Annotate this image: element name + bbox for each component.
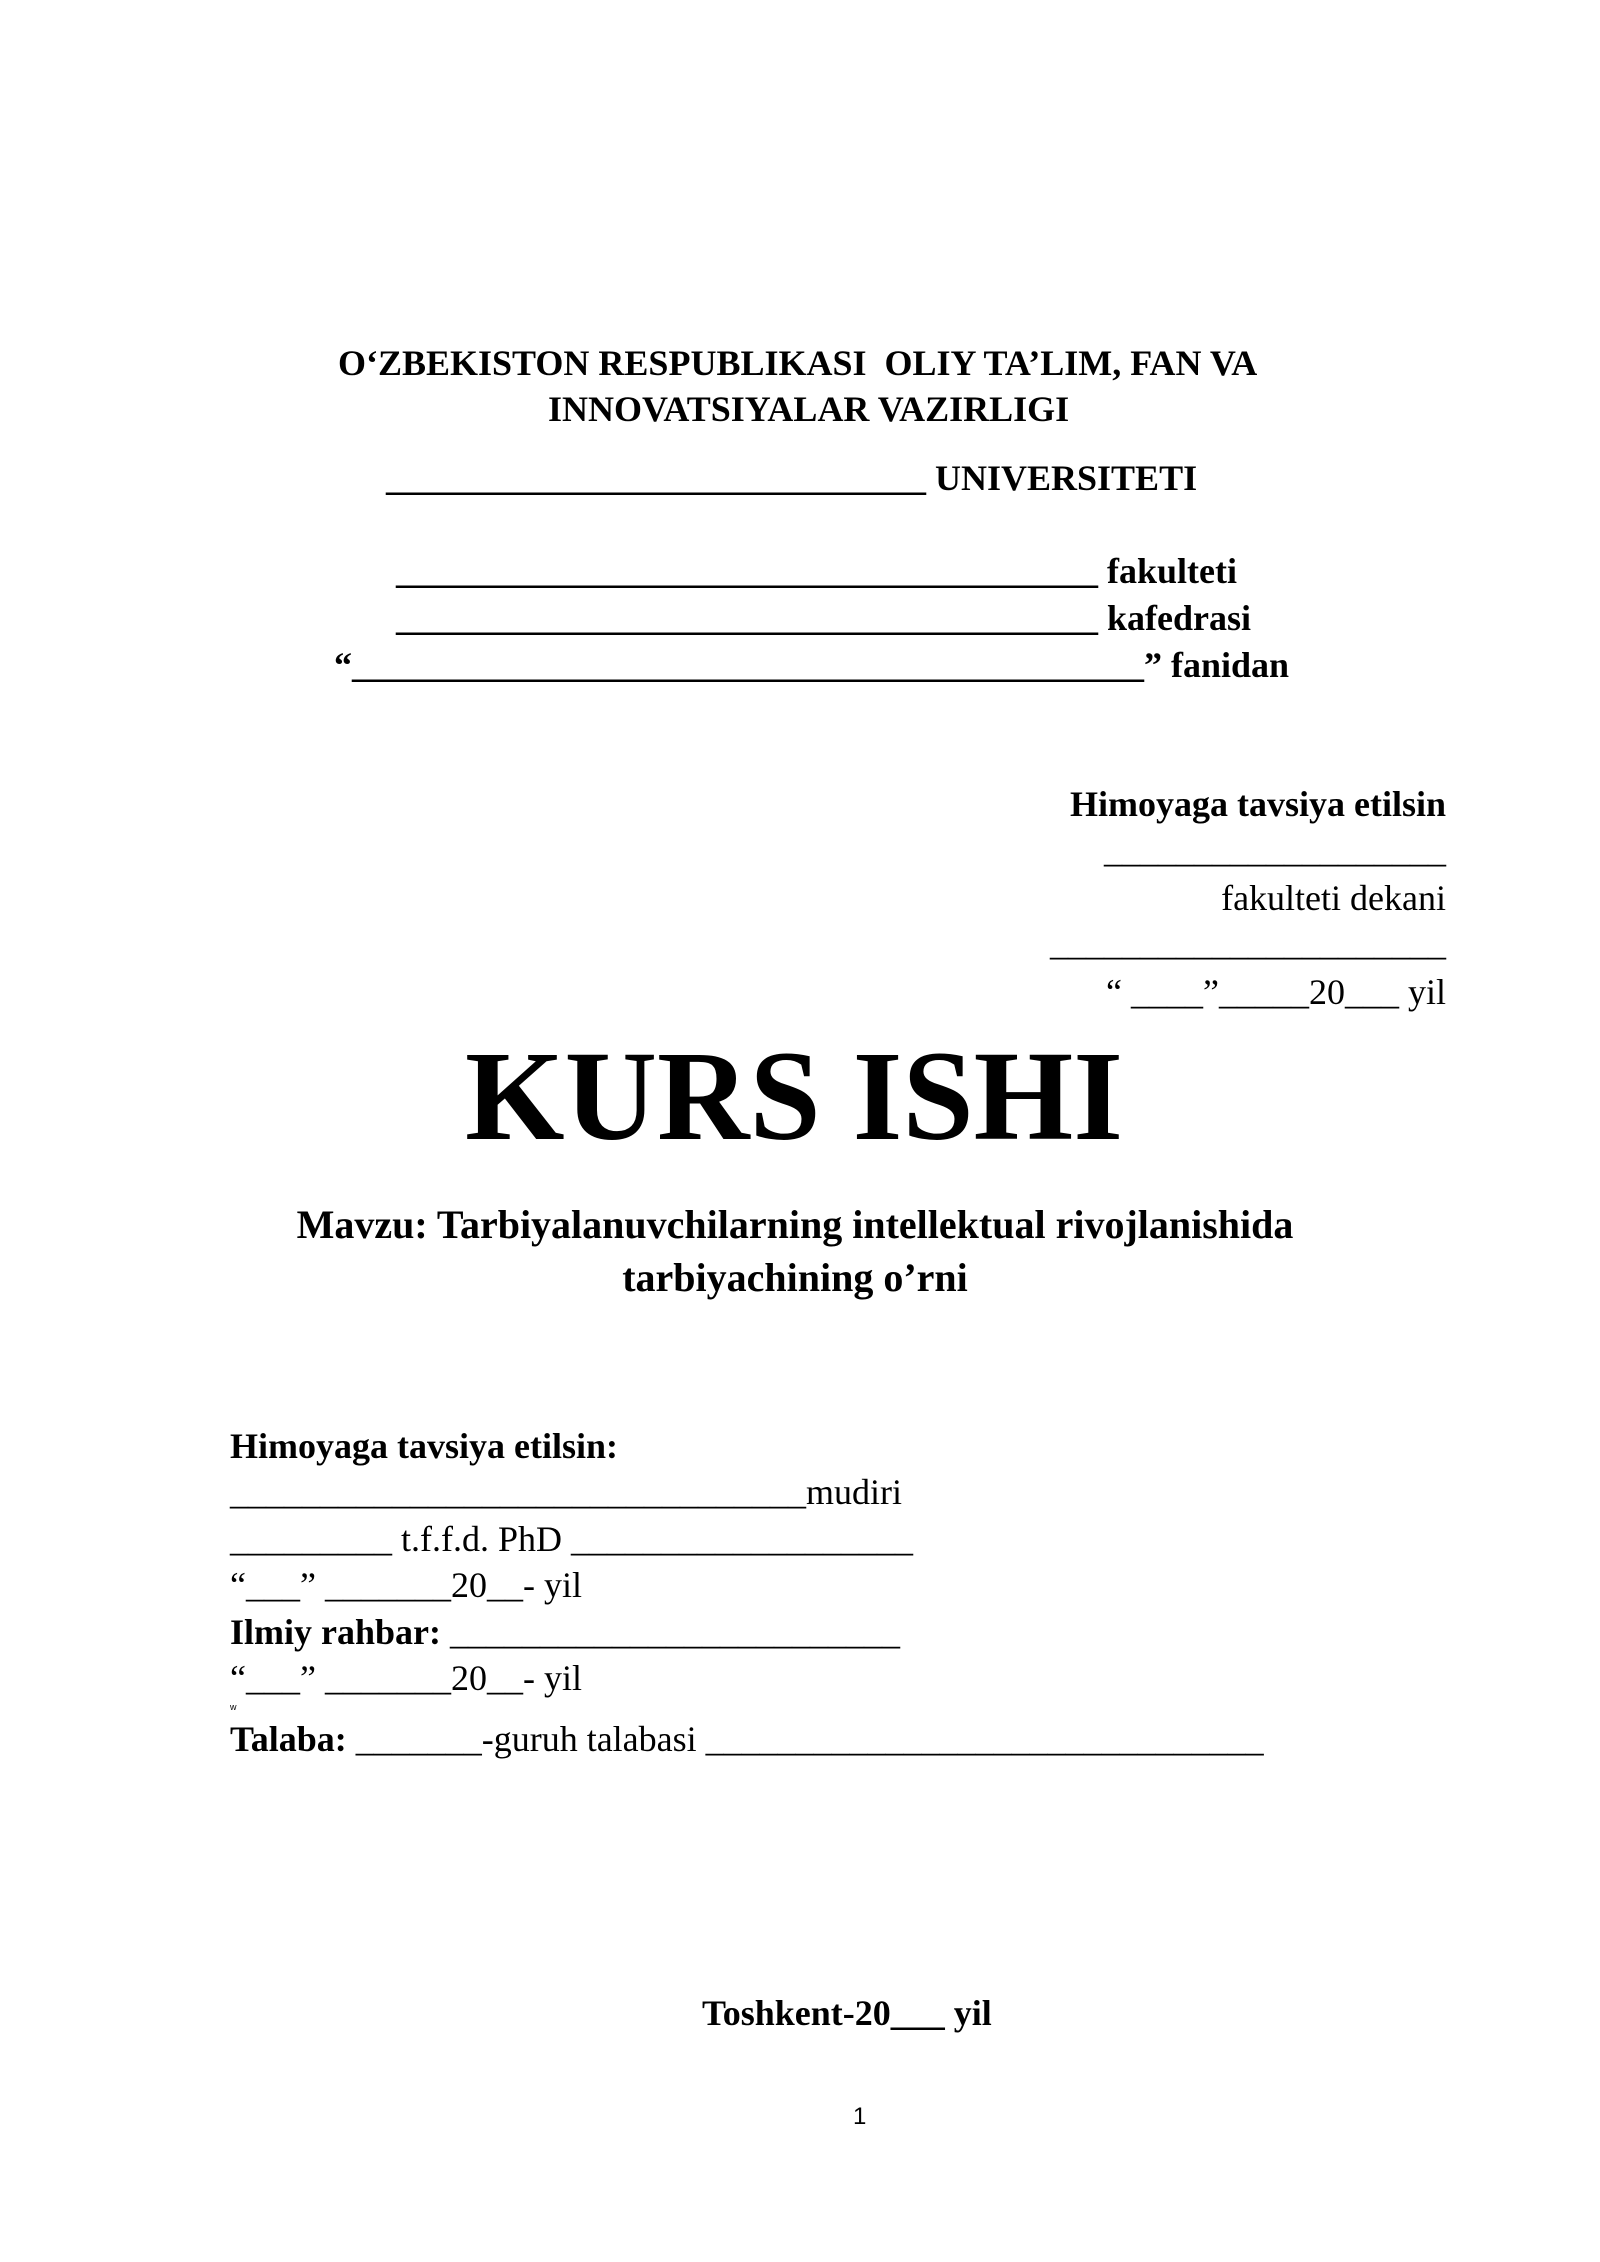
approval-date-1: “___” _______20__- yil xyxy=(230,1565,582,1605)
dean-label: fakulteti dekani xyxy=(1221,878,1446,918)
topic-line-2: tarbiyachining o’rni xyxy=(622,1255,968,1300)
dean-date: “ ____”_____20___ yil xyxy=(1106,972,1446,1012)
supervisor-row xyxy=(230,1614,900,1650)
ministry-line-1: O‘ZBEKISTON RESPUBLIKASI OLIY TA’LIM, FAN VA xyxy=(338,343,1258,383)
topic-line-1: Mavzu: Tarbiyalanuvchilarning intellektual rivojlanishida xyxy=(296,1202,1294,1247)
student-label: Talaba: xyxy=(230,1719,347,1759)
approval-date-2: “___” _______20__- yil xyxy=(230,1658,582,1698)
city-year: Toshkent-20___ yil xyxy=(702,1993,992,2033)
head-line: ________________________________mudiri xyxy=(230,1472,902,1512)
dean-recommend: Himoyaga tavsiya etilsin xyxy=(1070,784,1446,824)
faculty-line: _______________________________________ fakulteti xyxy=(396,551,1237,591)
university-line: ______________________________ UNIVERSITETI xyxy=(386,458,1198,498)
department-line: _______________________________________ kafedrasi xyxy=(396,598,1251,638)
dean-blank-line: ___________________ xyxy=(1104,830,1446,870)
supervisor-label: Ilmiy rahbar: xyxy=(230,1612,441,1652)
page-title: KURS ISHI xyxy=(465,1025,1123,1167)
ministry-line-2: INNOVATSIYALAR VAZIRLIGI xyxy=(548,389,1070,429)
stray-mark: w xyxy=(230,1702,237,1712)
subject-line: “____________________________________________” fanidan xyxy=(334,645,1290,685)
supervisor-line: _________________________ xyxy=(441,1612,900,1652)
approval-recommend: Himoyaga tavsiya etilsin: xyxy=(230,1426,618,1466)
page-number: 1 xyxy=(853,2103,867,2130)
student-line: _______-guruh talabasi _______________________________ xyxy=(346,1719,1264,1759)
student-row xyxy=(230,1721,1264,1757)
dean-signature-line: ______________________ xyxy=(1050,923,1446,963)
degree-line: _________ t.f.f.d. PhD ___________________ xyxy=(230,1519,913,1559)
